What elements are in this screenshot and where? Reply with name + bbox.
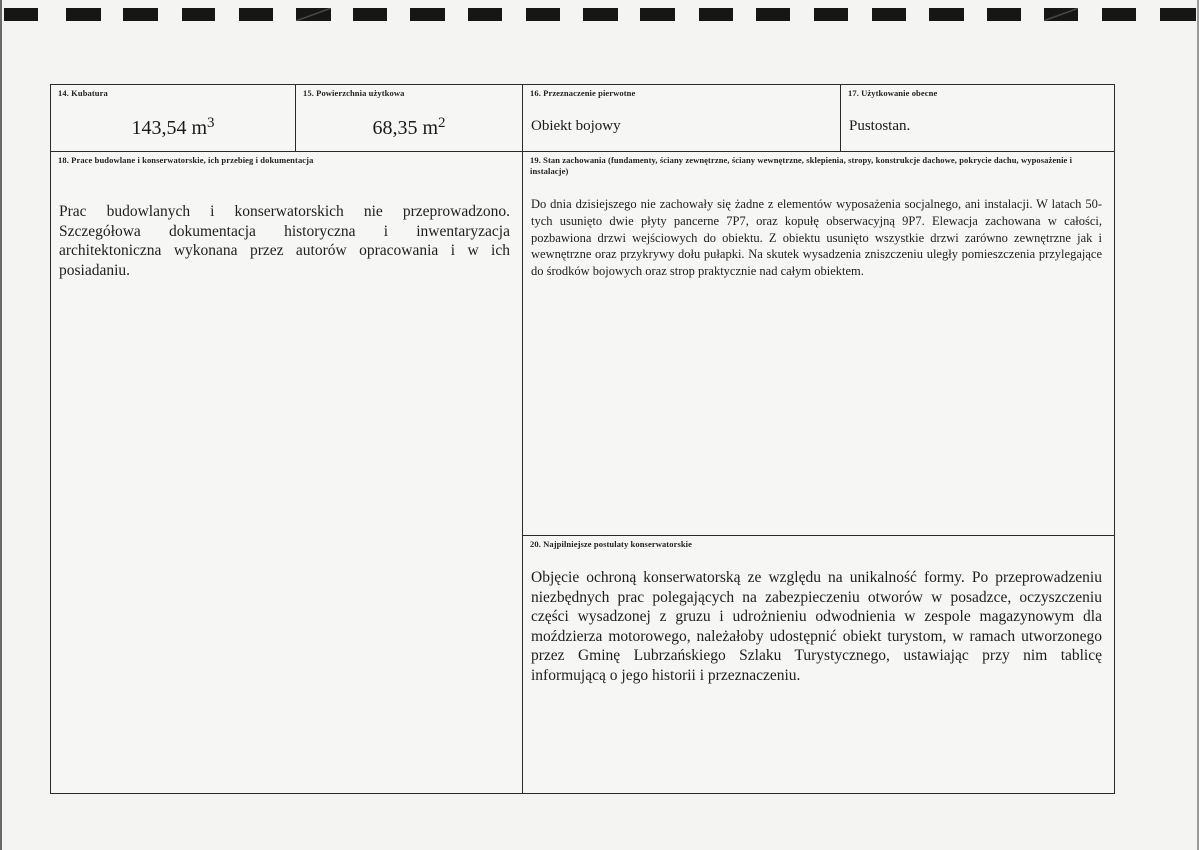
- binding-hole: [756, 8, 790, 21]
- construction-works-text: Prac budowlanych i konserwatorskich nie przeprowadzono. Szczegółowa dokumentacja historyczna i inwentaryzacja architektoniczna wykonana przez autorów opracowania i w ich posiadaniu.: [59, 203, 510, 279]
- unit-exponent: 3: [207, 115, 215, 131]
- field-label: 16. Przeznaczenie pierwotne: [530, 88, 636, 98]
- binding-hole: [640, 8, 675, 21]
- binding-hole: [1044, 8, 1078, 21]
- binding-hole: [66, 8, 101, 21]
- binding-hole: [1160, 8, 1196, 21]
- field-label: 14. Kubatura: [58, 88, 108, 98]
- binding-hole: [583, 8, 618, 21]
- original-purpose-value: Obiekt bojowy: [531, 118, 621, 134]
- field-label: 19. Stan zachowania (fundamenty, ściany zewnętrzne, ściany wewnętrzne, sklepienia, stropy, konstrukcje dachowe, pokrycie dachu, wyposażenie i instalacje): [530, 155, 1073, 176]
- field-current-use: [841, 85, 1114, 152]
- binding-hole: [353, 8, 387, 21]
- field-condition: [523, 152, 1114, 536]
- field-original-purpose: [523, 85, 841, 152]
- field-construction-works: [51, 152, 523, 793]
- binding-hole: [699, 8, 733, 21]
- binding-hole: [929, 8, 964, 21]
- cubature-value: [51, 115, 295, 140]
- binding-hole: [123, 8, 158, 21]
- binding-hole: [182, 8, 215, 21]
- field-conservation-postulates: [523, 536, 1114, 793]
- binding-hole: [468, 8, 502, 21]
- binding-hole: [872, 8, 906, 21]
- binding-hole: [410, 8, 445, 21]
- field-cubature: [51, 85, 296, 152]
- binding-hole: [814, 8, 848, 21]
- binding-hole: [1102, 8, 1136, 21]
- conservation-postulates-text: Objęcie ochroną konserwatorską ze względu na unikalność formy. Po przeprowadzeniu niezbędnych prac polegających na zabezpieczeniu otworów w posadzce, oczyszczeniu części wysadzonej z gruzu i udrożnieniu odwodnienia w zespole magazynowym dla moździerza motorowego, należałoby udostępnić obiekt turystom, w ramach utworzonego przez Gminę Lubrzańskiego Szlaku Turystycznego, ustawiając przy nim tablicę informującą o jego historii i przeznaczeniu.: [531, 569, 1102, 684]
- field-usable-area: [296, 85, 523, 152]
- field-label: 17. Użytkowanie obecne: [848, 88, 938, 98]
- cubature-number: 143,54 m: [131, 117, 208, 139]
- usable-area-value: [296, 115, 522, 140]
- binding-holes-strip: [0, 8, 1199, 22]
- binding-hole: [987, 8, 1021, 21]
- condition-text: Do dnia dzisiejszego nie zachowały się żadne z elementów wyposażenia socjalnego, ani instalacji. W latach 50-tych usunięto dwie płyty pancerne 7P7, oraz kopułę obserwacyjną 9P7. Elewacja zachowana w całości, pozbawiona drzwi wejściowych do obiektu. Z obiektu usunięto wszystkie drzwi zarówno zewnętrzne jak i wewnętrzne oraz przykrywy dołu pułapki. Na skutek wysadzenia zniszczeniu uległy pomieszczenia przylegające do środków bojowych oraz strop praktycznie nad całym obiektem.: [531, 197, 1102, 279]
- current-use-value: Pustostan.: [849, 118, 911, 134]
- unit-exponent: 2: [438, 115, 446, 131]
- binding-hole: [239, 8, 273, 21]
- field-label: 20. Najpilniejsze postulaty konserwatorskie: [530, 539, 693, 549]
- conservation-form-table: [50, 84, 1115, 794]
- binding-hole: [4, 8, 38, 21]
- usable-area-number: 68,35 m: [372, 117, 439, 139]
- field-label: 18. Prace budowlane i konserwatorskie, ich przebieg i dokumentacja: [58, 155, 314, 165]
- scan-edge-left: [0, 0, 2, 850]
- binding-hole: [526, 8, 560, 21]
- field-label: 15. Powierzchnia użytkowa: [303, 88, 405, 98]
- binding-hole: [296, 8, 331, 21]
